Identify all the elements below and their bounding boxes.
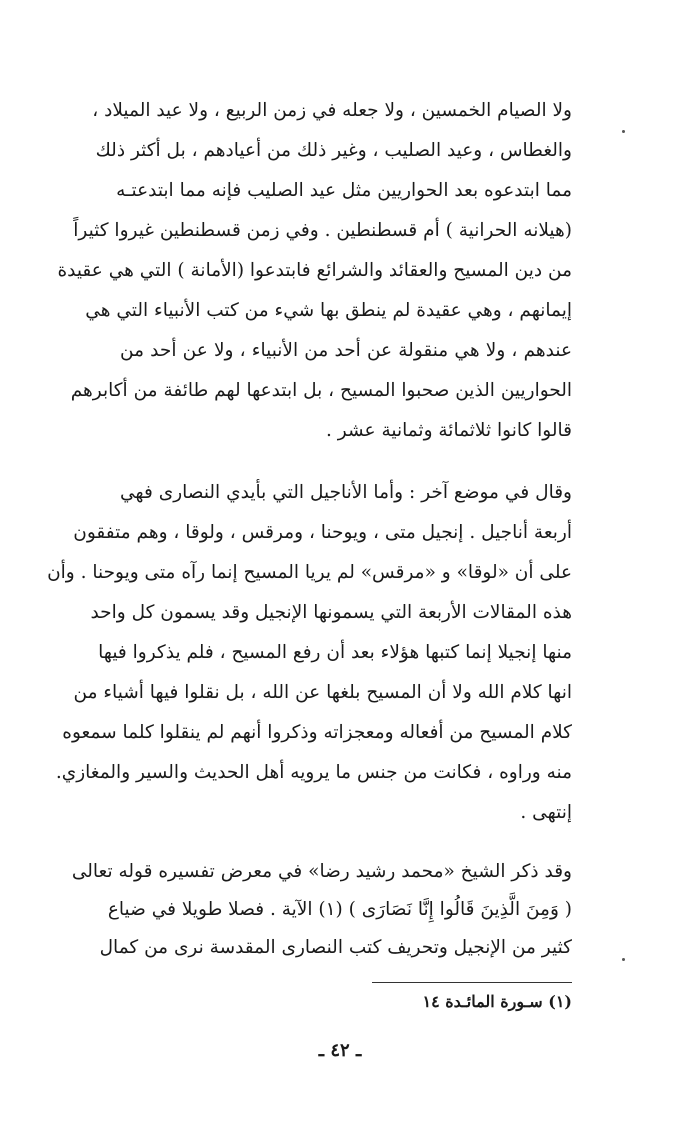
paragraph-1-line: عندهم ، ولا هي منقولة عن أحد من الأنبياء ، ولا عن أحد من [120,340,572,361]
paragraph-3-line: وقد ذكر الشيخ «محمد رشيد رضا» في معرض تفسيره قوله تعالى [71,861,572,882]
paragraph-1-line: قالوا كانوا ثلاثمائة وثمانية عشر . [326,420,572,441]
paragraph-1-line: والغطاس ، وعيد الصليب ، وغير ذلك من أعيادهم ، بل أكثر ذلك [95,140,572,161]
paragraph-1-line: إيمانهم ، وهي عقيدة لم ينطق بها شيء من كتب الأنبياء التي هي [85,300,572,321]
paragraph-2-line: منها إنجيلا إنما كتبها هؤلاء بعد أن رفع المسيح ، فلم يذكروا فيها [98,642,572,663]
footnote: (١) سـورة المائـدة ١٤ [422,992,572,1011]
paragraph-3-line: ( وَمِنَ الَّذِينَ قَالُوا إِنَّا نَصَارَى ) (١) الآية . فصلا طويلا في ضياع [107,899,572,920]
paragraph-2-line: هذه المقالات الأربعة التي يسمونها الإنجيل وقد يسمون كل واحد [90,602,572,623]
paragraph-3-line: كثير من الإنجيل وتحريف كتب النصارى المقدسة نرى من كمال [99,937,572,958]
paragraph-2-line: وقال في موضع آخر : وأما الأناجيل التي بأيدي النصارى فهي [120,482,572,503]
paragraph-2-line: على أن «لوقا» و «مرقس» لم يريا المسيح إنما رآه متى ويوحنا . وأن [47,562,572,583]
scan-speck [622,130,625,133]
footnote-divider [372,982,572,983]
scan-speck [622,958,625,961]
paragraph-1-line: مما ابتدعوه بعد الحواريين مثل عيد الصليب فإنه مما ابتدعتـه [116,180,572,201]
paragraph-2-line: أربعة أناجيل . إنجيل متى ، ويوحنا ، ومرقس ، ولوقا ، وهم متفقون [73,522,572,543]
paragraph-1-line: من دين المسيح والعقائد والشرائع فابتدعوا (الأمانة ) التي هي عقيدة [57,260,572,281]
paragraph-2-line: انها كلام الله ولا أن المسيح بلغها عن الله ، بل نقلوا فيها أشياء من [73,682,572,703]
paragraph-2-line: كلام المسيح من أفعاله ومعجزاته وذكروا أنهم لم ينقلوا كلما سمعوه [62,722,572,743]
paragraph-1-line: الحواريين الذين صحبوا المسيح ، بل ابتدعها لهم طائفة من أكابرهم [70,380,572,401]
paragraph-1-line: ولا الصيام الخمسين ، ولا جعله في زمن الربيع ، ولا عيد الميلاد ، [92,100,572,121]
paragraph-1-line: (هيلانه الحرانية ) أم قسطنطين . وفي زمن قسطنطين غيروا كثيراً [73,220,572,241]
paragraph-2-line: إنتهى . [520,802,572,823]
page-number: ـ ٤٢ ـ [318,1040,362,1061]
paragraph-2-line: منه وراوه ، فكانت من جنس ما يرويه أهل الحديث والسير والمغازي. [55,762,572,783]
